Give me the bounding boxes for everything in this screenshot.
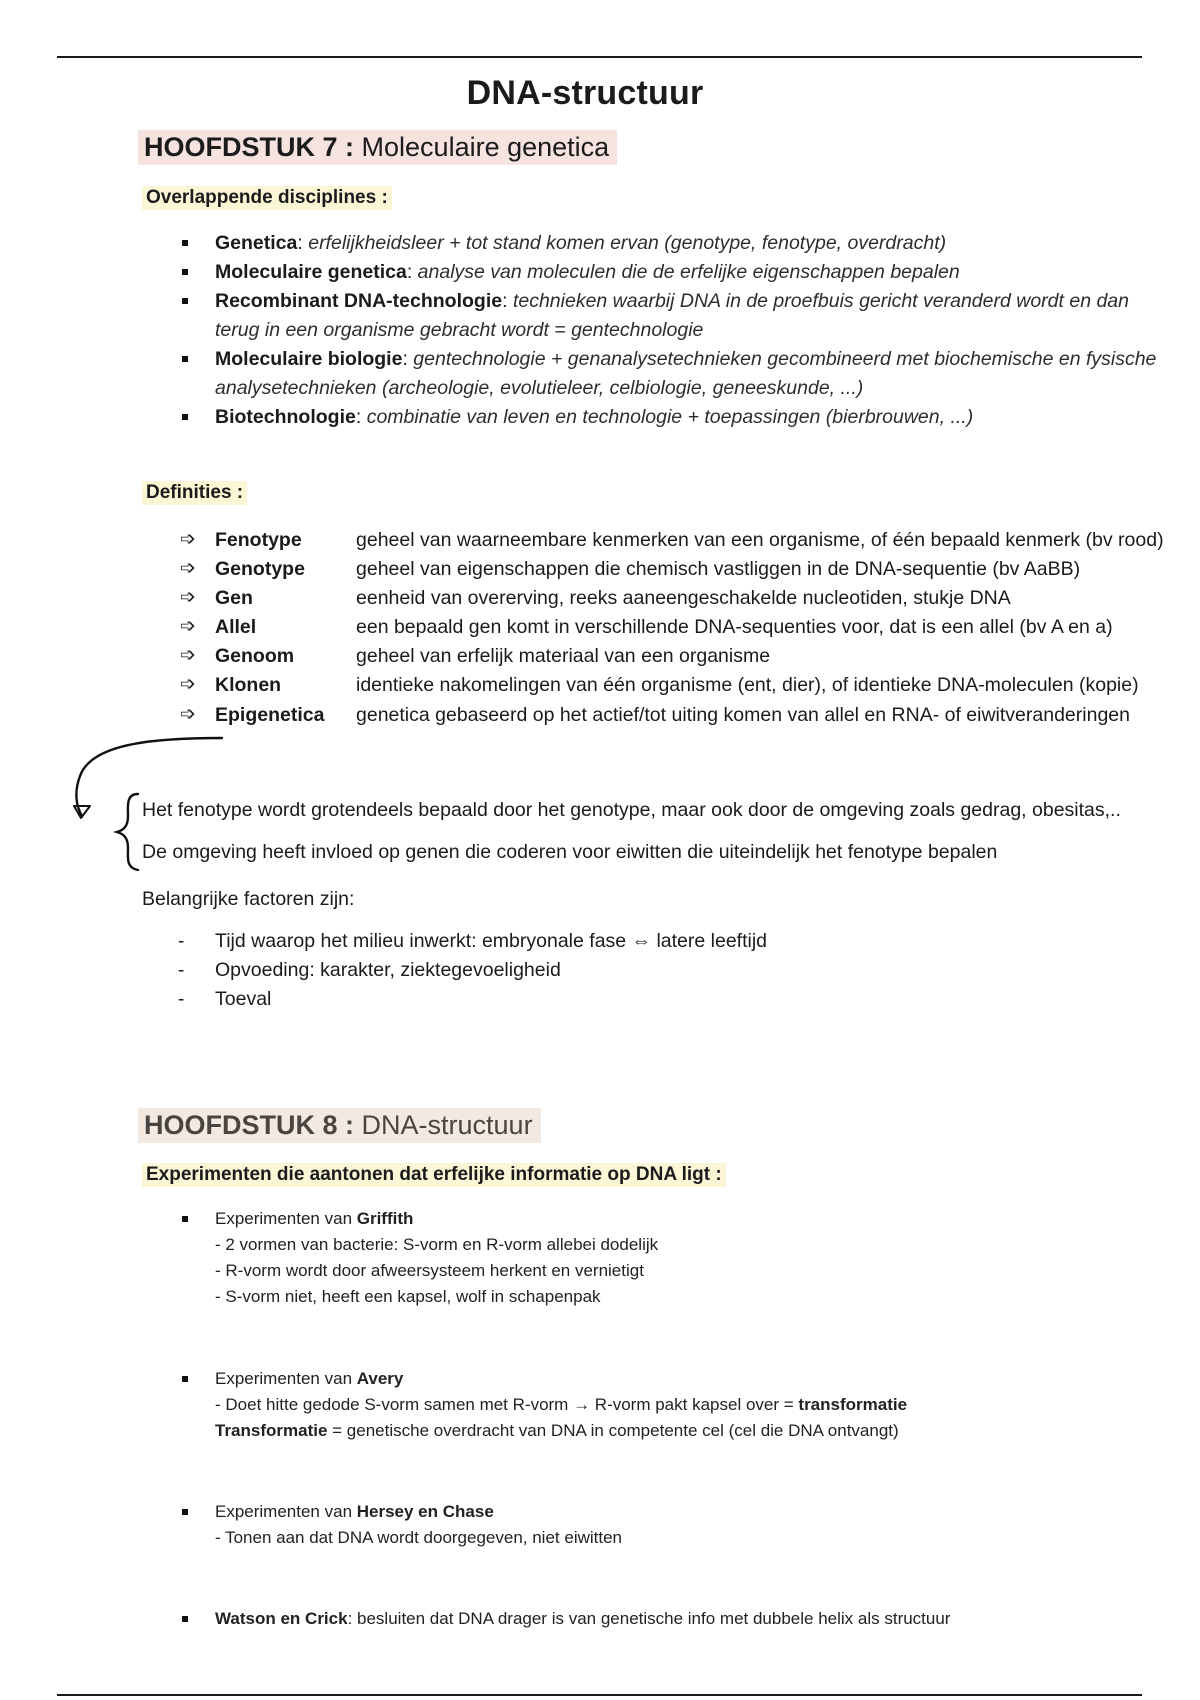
discipline-sep: : bbox=[297, 232, 309, 254]
discipline-term: Moleculaire genetica bbox=[215, 261, 407, 283]
arrow-right-icon: ➩ bbox=[180, 558, 196, 579]
discipline-term: Genetica bbox=[215, 232, 298, 254]
experiment-text: : besluiten dat DNA drager is van genetische info met dubbele helix als structuur bbox=[347, 1609, 951, 1628]
discipline-term: Moleculaire biologie bbox=[215, 348, 403, 370]
experiment-detail: - R-vorm wordt door afweersysteem herkent en vernietigt bbox=[215, 1261, 644, 1280]
discipline-desc: analysetechnieken (archeologie, evolutieleer, celbiologie, geneeskunde, ...) bbox=[215, 377, 864, 399]
experiment-intro: Experimenten van bbox=[215, 1209, 357, 1228]
dash-bullet: - bbox=[178, 989, 185, 1010]
factor-item: Opvoeding: karakter, ziektegevoeligheid bbox=[215, 959, 561, 981]
discipline-term: Recombinant DNA-technologie bbox=[215, 290, 503, 312]
bullet-square bbox=[182, 1509, 188, 1515]
definition-text: geheel van erfelijk materiaal van een organisme bbox=[356, 645, 771, 667]
factor-item: Tijd waarop het milieu inwerkt: embryonale fase ⇔ latere leeftijd bbox=[215, 930, 768, 952]
factor-item: Toeval bbox=[215, 988, 272, 1010]
experiment-detail bbox=[215, 1392, 907, 1418]
discipline-sep: : bbox=[502, 290, 513, 312]
discipline-sep: : bbox=[355, 406, 367, 428]
experiment-detail: - Tonen aan dat DNA wordt doorgegeven, niet eiwitten bbox=[215, 1528, 623, 1547]
discipline-desc: erfelijkheidsleer + tot stand komen ervan (genotype, fenotype, overdracht) bbox=[308, 232, 947, 254]
experiment-keyword: Transformatie bbox=[215, 1421, 328, 1440]
definition-term: Allel bbox=[215, 616, 257, 638]
dash-bullet: - bbox=[178, 960, 185, 981]
bottom-rule bbox=[57, 1694, 1142, 1696]
experiment-text: - Doet hitte gedode S-vorm samen met R-vorm → R-vorm pakt kapsel over = bbox=[215, 1395, 799, 1414]
definition-term: Fenotype bbox=[215, 529, 302, 551]
experiment-name: Watson en Crick bbox=[215, 1609, 348, 1628]
experiment-detail: - 2 vormen van bacterie: S-vorm en R-vorm allebei dodelijk bbox=[215, 1235, 659, 1254]
experiment-detail: - S-vorm niet, heeft een kapsel, wolf in schapenpak bbox=[215, 1287, 601, 1306]
arrow-right-icon: ➩ bbox=[180, 587, 196, 608]
definition-term: Genoom bbox=[215, 645, 295, 667]
epigenetics-line-2: De omgeving heeft invloed op genen die coderen voor eiwitten die uiteindelijk het fenotype bepalen bbox=[142, 841, 998, 863]
chapter-7-prefix: HOOFDSTUK 7 : bbox=[144, 132, 355, 162]
arrow-right-icon: ➩ bbox=[180, 645, 196, 666]
definition-term: Genotype bbox=[215, 558, 305, 580]
experiment-watson-crick bbox=[215, 1606, 950, 1632]
experiment-griffith bbox=[215, 1206, 413, 1232]
arrow-right-icon: ➩ bbox=[180, 529, 196, 550]
definitions-heading: Definities : bbox=[142, 481, 247, 505]
experiment-text: = genetische overdracht van DNA in competente cel (cel die DNA ontvangt) bbox=[327, 1421, 899, 1440]
experiment-hersey-chase bbox=[215, 1499, 494, 1525]
experiment-avery bbox=[215, 1366, 403, 1392]
experiment-name: Avery bbox=[356, 1369, 404, 1388]
chapter-8-name: DNA-structuur bbox=[361, 1110, 533, 1140]
overlap-heading: Overlappende disciplines : bbox=[142, 186, 392, 210]
epigenetics-line-1: Het fenotype wordt grotendeels bepaald door het genotype, maar ook door de omgeving zoals gedrag, obesitas,.. bbox=[142, 799, 1121, 821]
factors-heading: Belangrijke factoren zijn: bbox=[142, 888, 355, 910]
arrow-right-icon: ➩ bbox=[180, 674, 196, 695]
discipline-desc: technieken waarbij DNA in de proefbuis gericht veranderd wordt en dan bbox=[512, 290, 1129, 312]
discipline-sep: : bbox=[406, 261, 418, 283]
definition-text: identieke nakomelingen van één organisme (ent, dier), of identieke DNA-moleculen (kopie) bbox=[356, 674, 1139, 696]
definition-term: Gen bbox=[215, 587, 253, 609]
experiment-intro: Experimenten van bbox=[215, 1502, 357, 1521]
experiments-heading: Experimenten die aantonen dat erfelijke informatie op DNA ligt : bbox=[142, 1163, 726, 1187]
dash-bullet: - bbox=[178, 931, 185, 952]
experiment-intro: Experimenten van bbox=[215, 1369, 357, 1388]
definition-text: geheel van eigenschappen die chemisch vastliggen in de DNA-sequentie (bv AaBB) bbox=[356, 558, 1081, 580]
experiment-detail bbox=[215, 1418, 899, 1444]
discipline-desc: combinatie van leven en technologie + toepassingen (bierbrouwen, ...) bbox=[366, 406, 974, 428]
definition-text: een bepaald gen komt in verschillende DNA-sequenties voor, dat is een allel (bv A en a) bbox=[356, 616, 1113, 638]
arrow-right-icon: ➩ bbox=[180, 704, 196, 725]
bullet-square bbox=[182, 1216, 188, 1222]
definition-text: geheel van waarneembare kenmerken van een organisme, of één bepaald kenmerk (bv rood) bbox=[356, 529, 1164, 551]
experiment-name: Hersey en Chase bbox=[356, 1502, 494, 1521]
definition-term: Epigenetica bbox=[215, 704, 325, 726]
discipline-desc: gentechnologie + genanalysetechnieken gecombineerd met biochemische en fysische bbox=[413, 348, 1157, 370]
chapter-8-heading bbox=[138, 1108, 541, 1143]
bullet-square bbox=[182, 1376, 188, 1382]
experiment-name: Griffith bbox=[356, 1209, 414, 1228]
chapter-7-name: Moleculaire genetica bbox=[361, 132, 610, 162]
discipline-sep: : bbox=[402, 348, 414, 370]
definition-term: Klonen bbox=[215, 674, 282, 696]
definition-text: eenheid van overerving, reeks aaneengeschakelde nucleotiden, stukje DNA bbox=[356, 587, 1011, 609]
discipline-desc: terug in een organisme gebracht wordt = gentechnologie bbox=[215, 319, 704, 341]
arrow-right-icon: ➩ bbox=[180, 616, 196, 637]
experiment-keyword: transformatie bbox=[798, 1395, 908, 1414]
definition-text: genetica gebaseerd op het actief/tot uiting komen van allel en RNA- of eiwitveranderingen bbox=[356, 704, 1130, 726]
discipline-desc: analyse van moleculen die de erfelijke eigenschappen bepalen bbox=[417, 261, 960, 283]
chapter-8-prefix: HOOFDSTUK 8 : bbox=[144, 1110, 355, 1140]
bullet-square bbox=[182, 1616, 188, 1622]
page-title: DNA-structuur bbox=[466, 74, 704, 112]
discipline-term: Biotechnologie bbox=[215, 406, 356, 428]
